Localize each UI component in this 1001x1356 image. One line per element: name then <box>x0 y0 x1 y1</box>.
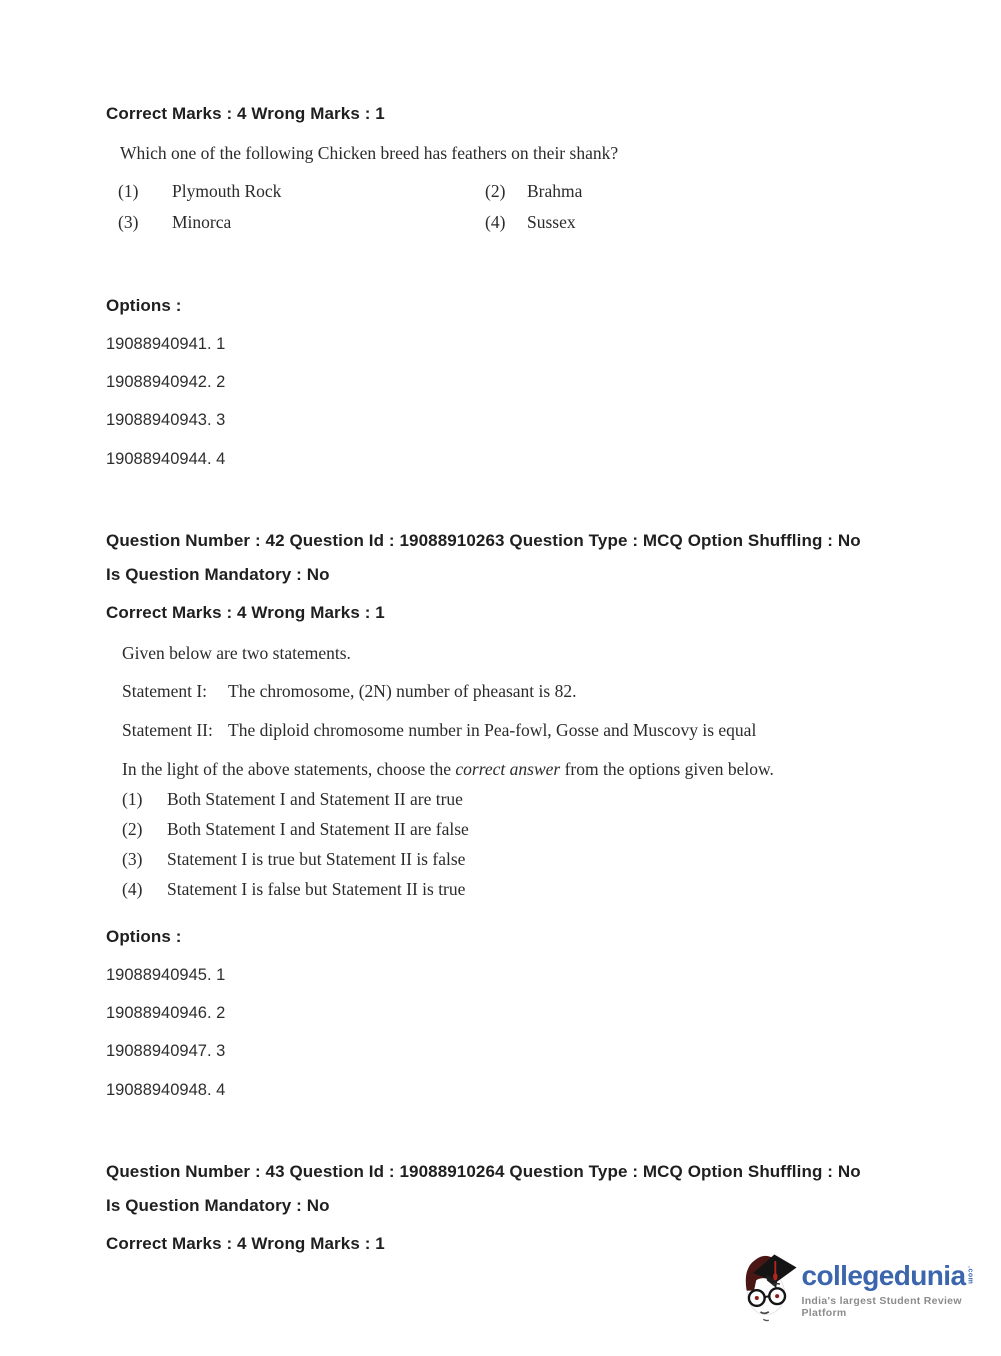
q41-marks-line: Correct Marks : 4 Wrong Marks : 1 <box>106 104 385 123</box>
q43-header-line2: Is Question Mandatory : No <box>106 1196 330 1215</box>
collegedunia-brand-name: collegedunia <box>801 1260 966 1291</box>
q42-header-line1: Question Number : 42 Question Id : 19088910263 Question Type : MCQ Option Shuffling : No <box>106 531 861 550</box>
q41-choice-4-num: (4) <box>485 212 506 232</box>
q42-option-id-3: 19088940947. 3 <box>106 1042 226 1060</box>
q42-statement-1-label: Statement I: <box>122 681 208 701</box>
q41-choice-4-label: Sussex <box>527 212 576 232</box>
q41-question-text: Which one of the following Chicken breed has feathers on their shank? <box>120 143 619 163</box>
q43-marks-line: Correct Marks : 4 Wrong Marks : 1 <box>106 1234 385 1253</box>
q42-choice-3-label: Statement I is true but Statement II is false <box>167 849 466 869</box>
q42-statement-2 <box>122 720 882 741</box>
q41-option-id-4: 19088940944. 4 <box>106 450 226 468</box>
q42-marks-line: Correct Marks : 4 Wrong Marks : 1 <box>106 603 385 622</box>
q42-statement-2-text: The diploid chromosome number in Pea-fowl, Gosse and Muscovy is equal <box>228 720 757 740</box>
q42-header-line2: Is Question Mandatory : No <box>106 565 330 584</box>
q41-options-heading: Options : <box>106 296 182 315</box>
q42-statement-1-text: The chromosome, (2N) number of pheasant is 82. <box>228 681 577 701</box>
q42-option-id-2: 19088940946. 2 <box>106 1004 226 1022</box>
q41-choice-2-num: (2) <box>485 181 506 201</box>
q43-header-line1: Question Number : 43 Question Id : 19088910264 Question Type : MCQ Option Shuffling : No <box>106 1162 861 1181</box>
q41-choice-3-num: (3) <box>118 212 139 232</box>
q41-choice-grid <box>118 181 758 233</box>
q42-choice-3-num: (3) <box>122 849 143 869</box>
q42-choice-1-label: Both Statement I and Statement II are true <box>167 789 463 809</box>
q42-options-heading: Options : <box>106 927 182 946</box>
collegedunia-brand-row <box>802 1262 1001 1290</box>
q41-choice-1-num: (1) <box>118 181 139 201</box>
q41-choice-1-label: Plymouth Rock <box>172 181 282 201</box>
q41-option-id-3: 19088940943. 3 <box>106 411 226 429</box>
q41-choice-3-label: Minorca <box>172 212 232 232</box>
q42-statement-2-label: Statement II: <box>122 720 213 740</box>
collegedunia-logo <box>742 1248 1001 1324</box>
q42-choice-1-num: (1) <box>122 789 143 809</box>
q42-option-id-1: 19088940945. 1 <box>106 966 226 984</box>
collegedunia-dotcom-label: .com <box>966 1266 974 1285</box>
q42-choice-4-num: (4) <box>122 879 143 899</box>
q42-intro-text: Given below are two statements. <box>122 643 351 663</box>
collegedunia-tagline: India's largest Student Review Platform <box>801 1295 962 1319</box>
q42-conclusion-post: from the options given below. <box>560 759 774 779</box>
q42-option-id-4: 19088940948. 4 <box>106 1081 226 1099</box>
q42-choice-2-num: (2) <box>122 819 143 839</box>
q42-conclusion-pre: In the light of the above statements, choose the <box>122 759 456 779</box>
collegedunia-logo-text <box>802 1262 1001 1319</box>
q42-choice-grid <box>122 789 722 900</box>
q42-statement-1 <box>122 681 882 702</box>
q42-choice-2-label: Both Statement I and Statement II are false <box>167 819 469 839</box>
collegedunia-mascot-icon <box>742 1248 798 1324</box>
q41-option-id-2: 19088940942. 2 <box>106 373 226 391</box>
q42-conclusion-italic: correct answer <box>455 759 561 779</box>
q42-choice-4-label: Statement I is false but Statement II is true <box>167 879 466 899</box>
q41-option-id-1: 19088940941. 1 <box>106 335 226 353</box>
q41-choice-2-label: Brahma <box>527 181 583 201</box>
q42-conclusion-text <box>122 759 774 780</box>
